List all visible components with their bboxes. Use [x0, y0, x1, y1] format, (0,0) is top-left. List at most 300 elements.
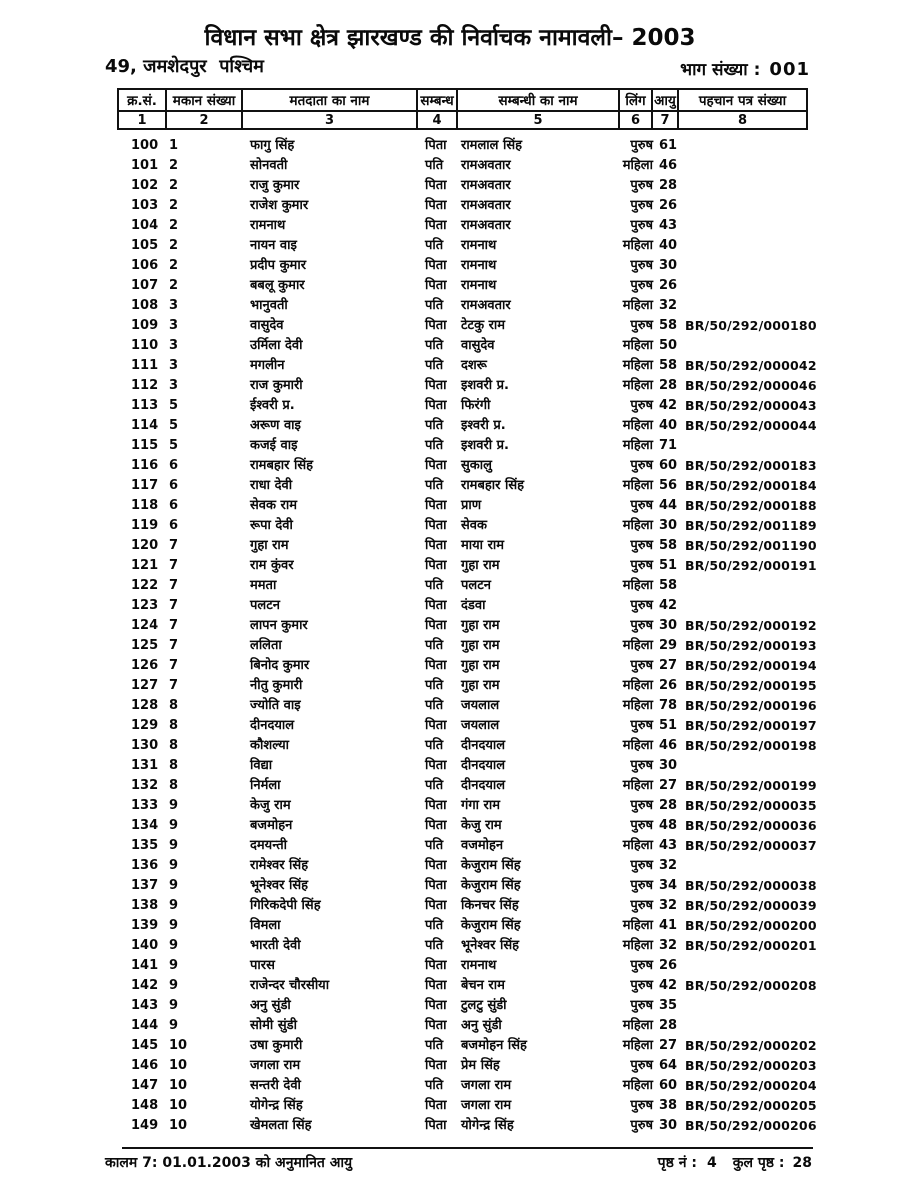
- age-cell: 32: [659, 938, 678, 953]
- relative-name-cell: वासुदेव: [461, 338, 495, 353]
- table-row: [119, 816, 817, 836]
- relation-cell: पिता: [425, 978, 447, 993]
- serial-number-cell: 112: [131, 378, 159, 393]
- gender-cell: पुरुष: [630, 538, 653, 553]
- gender-cell: महिला: [622, 678, 653, 693]
- id-card-number-cell: [679, 336, 806, 356]
- id-card-number-cell: [679, 756, 806, 776]
- id-card-number-cell: BR/50/292/001190: [685, 538, 817, 553]
- table-row: [119, 436, 806, 456]
- serial-number-cell: 138: [131, 898, 159, 913]
- relative-name-cell: रामनाथ: [461, 258, 497, 273]
- relative-name-cell: वजमोहन: [461, 838, 504, 853]
- gender-cell: पुरुष: [630, 718, 653, 733]
- gender-cell: महिला: [622, 698, 653, 713]
- house-number-cell: 3: [169, 358, 179, 373]
- id-card-number-cell: [679, 576, 806, 596]
- serial-number-cell: 142: [131, 978, 159, 993]
- age-cell: 34: [659, 878, 678, 893]
- relative-name-cell: रामअवतार: [461, 298, 511, 313]
- voter-name-cell: सन्तरी देवी: [250, 1078, 301, 1093]
- table-row: [119, 896, 817, 916]
- voter-name-cell: बजमोहन: [250, 818, 293, 833]
- relation-cell: पिता: [425, 1058, 447, 1073]
- id-card-number-cell: BR/50/292/000201: [685, 938, 817, 953]
- id-card-number-cell: BR/50/292/000193: [685, 638, 817, 653]
- gender-cell: पुरुष: [630, 458, 653, 473]
- relative-name-cell: दीनदयाल: [461, 778, 506, 793]
- relative-name-cell: रामअवतार: [461, 158, 511, 173]
- house-number-cell: 9: [169, 898, 179, 913]
- gender-cell: महिला: [622, 1038, 653, 1053]
- id-card-number-cell: [679, 296, 806, 316]
- relative-name-cell: दीनदयाल: [461, 758, 506, 773]
- id-card-number-cell: BR/50/292/000199: [685, 778, 817, 793]
- table-row: [119, 396, 817, 416]
- gender-cell: पुरुष: [630, 1098, 653, 1113]
- voter-name-cell: बबलू कुमार: [250, 278, 305, 293]
- id-card-number-cell: BR/50/292/000194: [685, 658, 817, 673]
- relation-cell: पति: [425, 438, 444, 453]
- age-cell: 44: [659, 498, 678, 513]
- gender-cell: पुरुष: [630, 798, 653, 813]
- gender-cell: पुरुष: [630, 498, 653, 513]
- gender-cell: पुरुष: [630, 618, 653, 633]
- table-row: [119, 276, 806, 296]
- serial-number-cell: 118: [131, 498, 159, 513]
- table-row: [119, 796, 817, 816]
- relative-name-cell: जगला राम: [461, 1078, 512, 1093]
- serial-number-cell: 149: [131, 1118, 159, 1133]
- serial-number-cell: 140: [131, 938, 159, 953]
- relation-cell: पति: [425, 678, 444, 693]
- relative-name-cell: जगला राम: [461, 1098, 512, 1113]
- table-row: [119, 476, 817, 496]
- id-card-number-cell: [679, 256, 806, 276]
- id-card-number-cell: [679, 216, 806, 236]
- table-row: [119, 216, 806, 236]
- gender-cell: महिला: [622, 358, 653, 373]
- voter-name-cell: अरूण वाइ: [250, 418, 301, 433]
- serial-number-cell: 132: [131, 778, 159, 793]
- age-cell: 43: [659, 218, 678, 233]
- column-number-7: 7: [653, 112, 679, 128]
- header-serial-number: क्र.सं.: [119, 90, 167, 112]
- house-number-cell: 3: [169, 298, 179, 313]
- id-card-number-cell: BR/50/292/000188: [685, 498, 817, 513]
- house-number-cell: 9: [169, 938, 179, 953]
- serial-number-cell: 130: [131, 738, 159, 753]
- voter-name-cell: रामनाथ: [250, 218, 286, 233]
- serial-number-cell: 101: [131, 158, 159, 173]
- house-number-cell: 2: [169, 158, 179, 173]
- table-row: [119, 356, 817, 376]
- column-number-8: 8: [737, 112, 748, 128]
- gender-cell: महिला: [622, 738, 653, 753]
- relative-name-cell: किनचर सिंह: [461, 898, 519, 913]
- id-card-number-cell: [679, 156, 806, 176]
- serial-number-cell: 109: [131, 318, 159, 333]
- relation-cell: पिता: [425, 1018, 447, 1033]
- footer-divider: [122, 1147, 813, 1149]
- page-info: [658, 1153, 812, 1172]
- relation-cell: पति: [425, 778, 444, 793]
- serial-number-cell: 128: [131, 698, 159, 713]
- age-cell: 60: [659, 1078, 678, 1093]
- age-cell: 28: [659, 1018, 678, 1033]
- gender-cell: महिला: [622, 838, 653, 853]
- relation-cell: पति: [425, 698, 444, 713]
- age-cell: 28: [659, 178, 678, 193]
- relation-cell: पति: [425, 918, 444, 933]
- relative-name-cell: पलटन: [461, 578, 491, 593]
- age-cell: 40: [659, 418, 678, 433]
- serial-number-cell: 121: [131, 558, 159, 573]
- table-row: [119, 656, 817, 676]
- relative-name-cell: केजुराम सिंह: [461, 858, 521, 873]
- relation-cell: पिता: [425, 1098, 447, 1113]
- voter-name-cell: वासुदेव: [250, 318, 284, 333]
- relation-cell: पिता: [425, 198, 447, 213]
- voter-name-cell: नायन वाइ: [250, 238, 297, 253]
- id-card-number-cell: [679, 196, 806, 216]
- id-card-number-cell: BR/50/292/000197: [685, 718, 817, 733]
- part-number-label: भाग संख्या :: [680, 60, 761, 80]
- id-card-number-cell: BR/50/292/000184: [685, 478, 817, 493]
- relation-cell: पिता: [425, 858, 447, 873]
- gender-cell: पुरुष: [630, 818, 653, 833]
- voter-name-cell: सोमी सुंडी: [250, 1018, 297, 1033]
- relation-cell: पिता: [425, 878, 447, 893]
- id-card-number-cell: [679, 1016, 806, 1036]
- relative-name-cell: केजुराम सिंह: [461, 918, 521, 933]
- house-number-cell: 7: [169, 678, 179, 693]
- relation-cell: पिता: [425, 538, 447, 553]
- table-row: [119, 176, 806, 196]
- footer-note: कालम 7: 01.01.2003 को अनुमानित आयु: [105, 1155, 353, 1171]
- age-cell: 26: [659, 678, 678, 693]
- relation-cell: पिता: [425, 278, 447, 293]
- gender-cell: महिला: [622, 918, 653, 933]
- gender-cell: पुरुष: [630, 998, 653, 1013]
- table-row: [119, 536, 817, 556]
- serial-number-cell: 131: [131, 758, 159, 773]
- id-card-number-cell: [679, 276, 806, 296]
- serial-number-cell: 110: [131, 338, 159, 353]
- header-age: आयु: [653, 90, 679, 112]
- table-row: [119, 736, 817, 756]
- relative-name-cell: प्रेम सिंह: [461, 1058, 500, 1073]
- voter-name-cell: भारती देवी: [250, 938, 301, 953]
- serial-number-cell: 116: [131, 458, 159, 473]
- table-row: [119, 256, 806, 276]
- part-number-value: 001: [769, 59, 810, 80]
- house-number-cell: 6: [169, 518, 179, 533]
- age-cell: 46: [659, 158, 678, 173]
- relative-name-cell: जयलाल: [461, 718, 500, 733]
- serial-number-cell: 120: [131, 538, 159, 553]
- id-card-number-cell: BR/50/292/000037: [685, 838, 817, 853]
- id-card-number-cell: BR/50/292/000202: [685, 1038, 817, 1053]
- serial-number-cell: 108: [131, 298, 159, 313]
- age-cell: 58: [659, 538, 678, 553]
- relative-name-cell: गुहा राम: [461, 558, 500, 573]
- relation-cell: पिता: [425, 718, 447, 733]
- id-card-number-cell: BR/50/292/000208: [685, 978, 817, 993]
- relation-cell: पिता: [425, 218, 447, 233]
- age-cell: 43: [659, 838, 678, 853]
- relation-cell: पति: [425, 838, 444, 853]
- age-cell: 64: [659, 1058, 678, 1073]
- gender-cell: पुरुष: [630, 878, 653, 893]
- relation-cell: पिता: [425, 458, 447, 473]
- relative-name-cell: रामलाल सिंह: [461, 138, 523, 153]
- relative-name-cell: माया राम: [461, 538, 505, 553]
- page-number-value: 4: [706, 1155, 717, 1171]
- house-number-cell: 2: [169, 278, 179, 293]
- id-card-number-cell: BR/50/292/000035: [685, 798, 817, 813]
- age-cell: 46: [659, 738, 678, 753]
- id-card-number-cell: BR/50/292/000183: [685, 458, 817, 473]
- house-number-cell: 8: [169, 718, 179, 733]
- voter-name-cell: अनु सुंडी: [250, 998, 291, 1013]
- voter-name-cell: ज्योति वाइ: [250, 698, 301, 713]
- table-row: [119, 696, 817, 716]
- relation-cell: पिता: [425, 598, 447, 613]
- age-cell: 38: [659, 1098, 678, 1113]
- id-card-number-cell: BR/50/292/000039: [685, 898, 817, 913]
- id-card-number-cell: BR/50/292/000191: [685, 558, 817, 573]
- serial-number-cell: 122: [131, 578, 159, 593]
- gender-cell: महिला: [622, 298, 653, 313]
- relative-name-cell: टुलटु सुंडी: [461, 998, 507, 1013]
- house-number-cell: 10: [169, 1078, 188, 1093]
- age-cell: 58: [659, 318, 678, 333]
- table-row: [119, 916, 817, 936]
- gender-cell: महिला: [622, 1078, 653, 1093]
- house-number-cell: 7: [169, 638, 179, 653]
- age-cell: 27: [659, 658, 678, 673]
- table-row: [119, 1076, 817, 1096]
- table-row: [119, 776, 817, 796]
- relative-name-cell: इशवरी प्र.: [461, 438, 509, 453]
- serial-number-cell: 145: [131, 1038, 159, 1053]
- relative-name-cell: रामबहार सिंह: [461, 478, 525, 493]
- gender-cell: महिला: [622, 938, 653, 953]
- part-number-block: [680, 57, 810, 80]
- id-card-number-cell: BR/50/292/000042: [685, 358, 817, 373]
- house-number-cell: 10: [169, 1118, 188, 1133]
- gender-cell: पुरुष: [630, 178, 653, 193]
- relation-cell: पति: [425, 638, 444, 653]
- house-number-cell: 5: [169, 418, 179, 433]
- age-cell: 26: [659, 278, 678, 293]
- id-card-number-cell: BR/50/292/000046: [685, 378, 817, 393]
- id-card-number-cell: BR/50/292/000203: [685, 1058, 817, 1073]
- id-card-number-cell: [679, 596, 806, 616]
- serial-number-cell: 104: [131, 218, 159, 233]
- house-number-cell: 9: [169, 798, 179, 813]
- relative-name-cell: बेचन राम: [461, 978, 505, 993]
- gender-cell: पुरुष: [630, 558, 653, 573]
- house-number-cell: 2: [169, 238, 179, 253]
- gender-cell: पुरुष: [630, 398, 653, 413]
- voter-name-cell: राजेन्दर चौरसीया: [250, 978, 330, 993]
- table-header: [117, 88, 808, 130]
- voter-name-cell: विमला: [250, 918, 281, 933]
- age-cell: 40: [659, 238, 678, 253]
- voter-name-cell: प्रदीप कुमार: [250, 258, 307, 273]
- relative-name-cell: सुकालु: [461, 458, 492, 473]
- voter-name-cell: राज कुमारी: [250, 378, 303, 393]
- voter-name-cell: राम कुंवर: [250, 558, 294, 573]
- table-row: [119, 876, 817, 896]
- gender-cell: महिला: [622, 478, 653, 493]
- table-row: [119, 496, 817, 516]
- house-number-cell: 10: [169, 1038, 188, 1053]
- table-row: [119, 836, 817, 856]
- gender-cell: महिला: [622, 158, 653, 173]
- voter-name-cell: राधा देवी: [250, 478, 293, 493]
- header-relative-name: सम्बन्धी का नाम: [458, 90, 620, 112]
- house-number-cell: 10: [169, 1058, 188, 1073]
- relative-name-cell: गुहा राम: [461, 618, 500, 633]
- serial-number-cell: 107: [131, 278, 159, 293]
- gender-cell: पुरुष: [630, 758, 653, 773]
- house-number-cell: 9: [169, 918, 179, 933]
- voter-name-cell: ईश्वरी प्र.: [250, 398, 295, 413]
- age-cell: 42: [659, 598, 678, 613]
- gender-cell: पुरुष: [630, 898, 653, 913]
- relative-name-cell: रामनाथ: [461, 238, 497, 253]
- id-card-number-cell: BR/50/292/000198: [685, 738, 817, 753]
- header-id-card-number: पहचान पत्र संख्या: [679, 90, 806, 112]
- serial-number-cell: 102: [131, 178, 159, 193]
- table-row: [119, 996, 806, 1016]
- voter-name-cell: खेमलता सिंह: [250, 1118, 312, 1133]
- house-number-cell: 6: [169, 458, 179, 473]
- serial-number-cell: 125: [131, 638, 159, 653]
- serial-number-cell: 105: [131, 238, 159, 253]
- serial-number-cell: 103: [131, 198, 159, 213]
- voter-name-cell: राजु कुमार: [250, 178, 300, 193]
- relative-name-cell: फिरंगी: [461, 398, 491, 413]
- voter-name-cell: गिरिकदेपी सिंह: [250, 898, 321, 913]
- gender-cell: महिला: [622, 338, 653, 353]
- table-row: [119, 136, 806, 156]
- age-cell: 28: [659, 378, 678, 393]
- table-row: [119, 956, 806, 976]
- voter-name-cell: कजई वाइ: [250, 438, 298, 453]
- gender-cell: महिला: [622, 378, 653, 393]
- age-cell: 30: [659, 758, 678, 773]
- column-number-4: 4: [418, 112, 458, 128]
- relation-cell: पति: [425, 358, 444, 373]
- age-cell: 26: [659, 198, 678, 213]
- relative-name-cell: रामअवतार: [461, 218, 511, 233]
- voter-name-cell: गुहा राम: [250, 538, 289, 553]
- voter-name-cell: बिनोद कुमार: [250, 658, 310, 673]
- id-card-number-cell: [679, 856, 806, 876]
- age-cell: 26: [659, 958, 678, 973]
- page-number-label: पृष्ठ नं :: [657, 1155, 697, 1171]
- age-cell: 35: [659, 998, 678, 1013]
- relative-name-cell: अनु सुंडी: [461, 1018, 502, 1033]
- gender-cell: पुरुष: [630, 278, 653, 293]
- age-cell: 50: [659, 338, 678, 353]
- relative-name-cell: प्राण: [461, 498, 482, 513]
- voter-name-cell: ममता: [250, 578, 277, 593]
- voter-name-cell: रामबहार सिंह: [250, 458, 314, 473]
- id-card-number-cell: [679, 956, 806, 976]
- id-card-number-cell: BR/50/292/000200: [685, 918, 817, 933]
- relative-name-cell: रामअवतार: [461, 198, 511, 213]
- serial-number-cell: 136: [131, 858, 159, 873]
- voter-name-cell: ललिता: [250, 638, 282, 653]
- id-card-number-cell: BR/50/292/000044: [685, 418, 817, 433]
- house-number-cell: 8: [169, 758, 179, 773]
- page-title: विधान सभा क्षेत्र झारखण्ड की निर्वाचक नामावली– 2003: [204, 25, 696, 51]
- relative-name-cell: गंगा राम: [461, 798, 500, 813]
- relation-cell: पिता: [425, 1118, 447, 1133]
- total-pages-value: 28: [792, 1155, 812, 1171]
- table-row: [119, 556, 817, 576]
- house-number-cell: 8: [169, 738, 179, 753]
- relation-cell: पिता: [425, 758, 447, 773]
- id-card-number-cell: BR/50/292/000205: [685, 1098, 817, 1113]
- relation-cell: पिता: [425, 658, 447, 673]
- id-card-number-cell: [679, 136, 806, 156]
- house-number-cell: 7: [169, 578, 179, 593]
- voter-name-cell: नीतु कुमारी: [250, 678, 303, 693]
- table-row: [119, 676, 817, 696]
- relative-name-cell: जयलाल: [461, 698, 500, 713]
- serial-number-cell: 117: [131, 478, 159, 493]
- relative-name-cell: योगेन्द्र सिंह: [461, 1118, 514, 1133]
- relation-cell: पति: [425, 578, 444, 593]
- gender-cell: पुरुष: [630, 318, 653, 333]
- id-card-number-cell: BR/50/292/000204: [685, 1078, 817, 1093]
- age-cell: 78: [659, 698, 678, 713]
- gender-cell: महिला: [622, 778, 653, 793]
- age-cell: 71: [659, 438, 678, 453]
- relative-name-cell: सेवक: [461, 518, 488, 533]
- header-gender: लिंग: [620, 90, 653, 112]
- id-card-number-cell: BR/50/292/000192: [685, 618, 817, 633]
- serial-number-cell: 127: [131, 678, 159, 693]
- relation-cell: पिता: [425, 618, 447, 633]
- voter-name-cell: रूपा देवी: [250, 518, 293, 533]
- house-number-cell: 7: [169, 618, 179, 633]
- house-number-cell: 7: [169, 538, 179, 553]
- house-number-cell: 7: [169, 558, 179, 573]
- id-card-number-cell: BR/50/292/000195: [685, 678, 817, 693]
- serial-number-cell: 123: [131, 598, 159, 613]
- relation-cell: पिता: [425, 138, 447, 153]
- house-number-cell: 2: [169, 218, 179, 233]
- voter-rows: [119, 136, 817, 1136]
- house-number-cell: 9: [169, 1018, 179, 1033]
- relation-cell: पिता: [425, 898, 447, 913]
- relation-cell: पति: [425, 338, 444, 353]
- header-relation: सम्बन्ध: [418, 90, 458, 112]
- relation-cell: पति: [425, 478, 444, 493]
- relation-cell: पिता: [425, 178, 447, 193]
- relation-cell: पिता: [425, 818, 447, 833]
- voter-name-cell: योगेन्द्र सिंह: [250, 1098, 303, 1113]
- table-row: [119, 596, 806, 616]
- age-cell: 58: [659, 578, 678, 593]
